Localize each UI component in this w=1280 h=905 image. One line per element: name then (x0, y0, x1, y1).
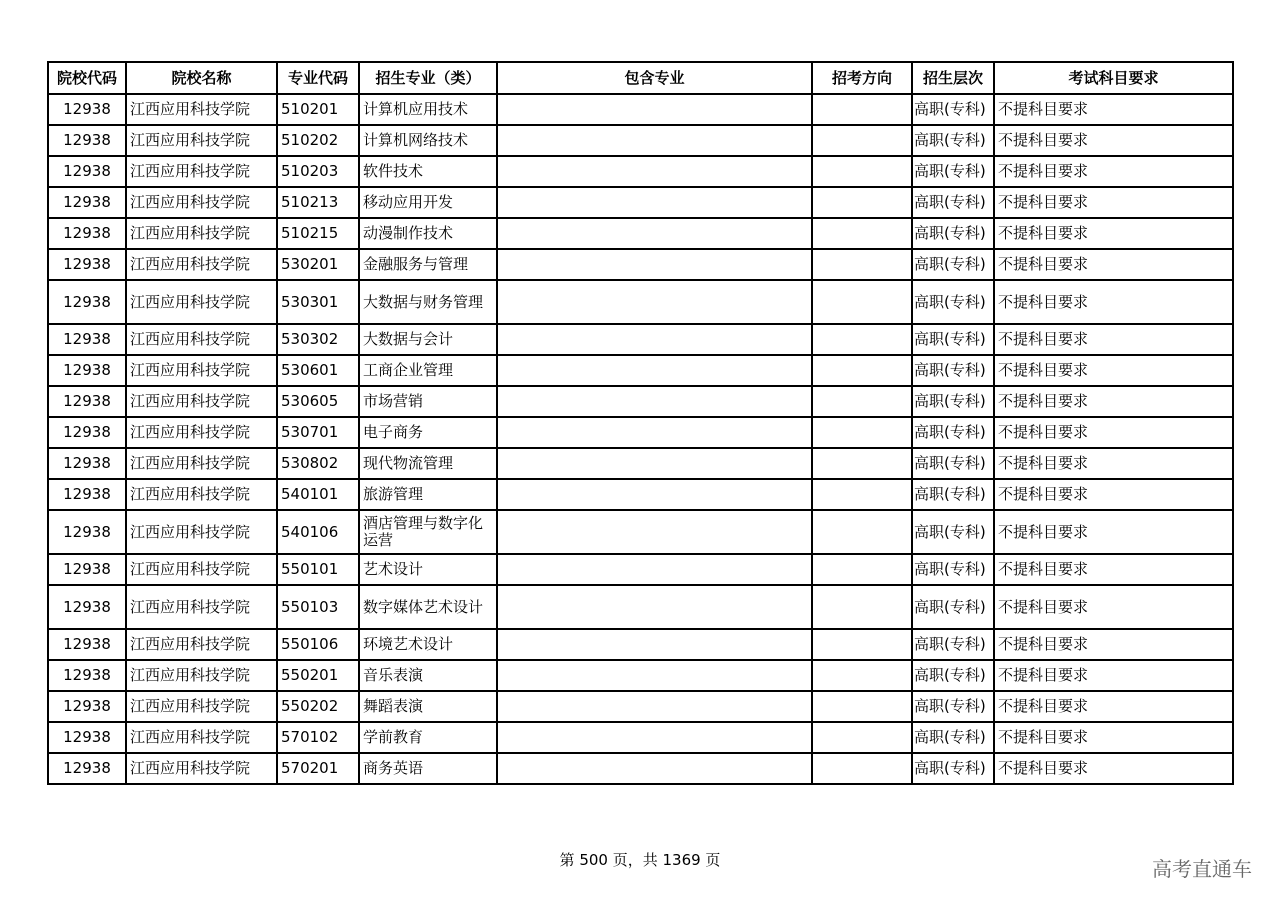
cell-direction (812, 691, 912, 722)
table-row (48, 125, 1233, 156)
cell-school-name: 江西应用科技学院 (126, 324, 277, 355)
table-row (48, 585, 1233, 629)
cell-major-name: 工商企业管理 (359, 355, 497, 386)
cell-included-majors (497, 355, 812, 386)
cell-direction (812, 554, 912, 585)
cell-subject-requirement: 不提科目要求 (994, 479, 1233, 510)
cell-direction (812, 280, 912, 324)
cell-included-majors (497, 280, 812, 324)
cell-included-majors (497, 218, 812, 249)
cell-included-majors (497, 585, 812, 629)
cell-major-name: 商务英语 (359, 753, 497, 784)
cell-direction (812, 753, 912, 784)
table-row (48, 324, 1233, 355)
cell-subject-requirement: 不提科目要求 (994, 156, 1233, 187)
cell-level: 高职(专科) (912, 187, 994, 218)
cell-level: 高职(专科) (912, 691, 994, 722)
table-row (48, 448, 1233, 479)
table-row (48, 355, 1233, 386)
cell-school-name: 江西应用科技学院 (126, 554, 277, 585)
cell-major-code: 530601 (277, 355, 359, 386)
cell-school-code: 12938 (48, 448, 126, 479)
cell-major-code: 530201 (277, 249, 359, 280)
cell-school-name: 江西应用科技学院 (126, 722, 277, 753)
watermark-logo-text: 高考直通车 (1152, 857, 1252, 881)
cell-direction (812, 156, 912, 187)
cell-level: 高职(专科) (912, 386, 994, 417)
table-row (48, 479, 1233, 510)
table-row (48, 249, 1233, 280)
cell-major-code: 510201 (277, 94, 359, 125)
cell-direction (812, 479, 912, 510)
cell-school-code: 12938 (48, 125, 126, 156)
cell-direction (812, 722, 912, 753)
table-row (48, 554, 1233, 585)
cell-school-name: 江西应用科技学院 (126, 629, 277, 660)
cell-school-name: 江西应用科技学院 (126, 585, 277, 629)
cell-major-code: 540106 (277, 510, 359, 554)
cell-direction (812, 249, 912, 280)
table-row (48, 629, 1233, 660)
table-row (48, 510, 1233, 554)
cell-included-majors (497, 660, 812, 691)
cell-school-name: 江西应用科技学院 (126, 218, 277, 249)
cell-subject-requirement: 不提科目要求 (994, 691, 1233, 722)
cell-school-name: 江西应用科技学院 (126, 280, 277, 324)
cell-school-name: 江西应用科技学院 (126, 753, 277, 784)
header-level: 招生层次 (912, 62, 994, 94)
cell-major-name: 电子商务 (359, 417, 497, 448)
cell-direction (812, 510, 912, 554)
cell-school-code: 12938 (48, 722, 126, 753)
cell-school-name: 江西应用科技学院 (126, 355, 277, 386)
cell-school-code: 12938 (48, 585, 126, 629)
cell-school-name: 江西应用科技学院 (126, 94, 277, 125)
cell-school-name: 江西应用科技学院 (126, 660, 277, 691)
cell-included-majors (497, 753, 812, 784)
cell-major-code: 570201 (277, 753, 359, 784)
cell-school-code: 12938 (48, 187, 126, 218)
cell-direction (812, 218, 912, 249)
cell-subject-requirement: 不提科目要求 (994, 660, 1233, 691)
cell-subject-requirement: 不提科目要求 (994, 585, 1233, 629)
cell-major-name: 旅游管理 (359, 479, 497, 510)
table-row (48, 280, 1233, 324)
cell-subject-requirement: 不提科目要求 (994, 218, 1233, 249)
cell-subject-requirement: 不提科目要求 (994, 187, 1233, 218)
cell-subject-requirement: 不提科目要求 (994, 554, 1233, 585)
cell-subject-requirement: 不提科目要求 (994, 355, 1233, 386)
cell-major-name: 酒店管理与数字化运营 (359, 510, 497, 554)
cell-school-code: 12938 (48, 156, 126, 187)
admissions-table (47, 61, 1234, 785)
cell-school-code: 12938 (48, 249, 126, 280)
cell-major-name: 计算机应用技术 (359, 94, 497, 125)
cell-included-majors (497, 187, 812, 218)
cell-level: 高职(专科) (912, 510, 994, 554)
cell-school-code: 12938 (48, 753, 126, 784)
cell-school-code: 12938 (48, 479, 126, 510)
cell-level: 高职(专科) (912, 448, 994, 479)
cell-major-name: 艺术设计 (359, 554, 497, 585)
cell-school-code: 12938 (48, 386, 126, 417)
cell-level: 高职(专科) (912, 324, 994, 355)
cell-level: 高职(专科) (912, 479, 994, 510)
cell-major-code: 570102 (277, 722, 359, 753)
cell-level: 高职(专科) (912, 218, 994, 249)
cell-included-majors (497, 94, 812, 125)
cell-level: 高职(专科) (912, 94, 994, 125)
cell-direction (812, 94, 912, 125)
cell-level: 高职(专科) (912, 660, 994, 691)
cell-included-majors (497, 479, 812, 510)
cell-school-name: 江西应用科技学院 (126, 386, 277, 417)
table-row (48, 691, 1233, 722)
cell-school-code: 12938 (48, 510, 126, 554)
cell-school-code: 12938 (48, 324, 126, 355)
table-row (48, 753, 1233, 784)
cell-school-code: 12938 (48, 218, 126, 249)
cell-major-name: 音乐表演 (359, 660, 497, 691)
cell-major-code: 550202 (277, 691, 359, 722)
cell-major-name: 动漫制作技术 (359, 218, 497, 249)
cell-level: 高职(专科) (912, 753, 994, 784)
cell-subject-requirement: 不提科目要求 (994, 125, 1233, 156)
cell-subject-requirement: 不提科目要求 (994, 753, 1233, 784)
table-row (48, 156, 1233, 187)
cell-included-majors (497, 448, 812, 479)
cell-level: 高职(专科) (912, 280, 994, 324)
cell-major-name: 舞蹈表演 (359, 691, 497, 722)
cell-major-name: 大数据与财务管理 (359, 280, 497, 324)
cell-major-name: 金融服务与管理 (359, 249, 497, 280)
cell-major-name: 大数据与会计 (359, 324, 497, 355)
cell-direction (812, 125, 912, 156)
cell-level: 高职(专科) (912, 585, 994, 629)
cell-school-name: 江西应用科技学院 (126, 417, 277, 448)
cell-school-code: 12938 (48, 417, 126, 448)
cell-major-code: 550103 (277, 585, 359, 629)
cell-included-majors (497, 125, 812, 156)
page-number: 第 500 页，共 1369 页 (559, 851, 721, 869)
cell-major-name: 现代物流管理 (359, 448, 497, 479)
cell-direction (812, 355, 912, 386)
cell-subject-requirement: 不提科目要求 (994, 249, 1233, 280)
cell-school-code: 12938 (48, 629, 126, 660)
cell-major-code: 530701 (277, 417, 359, 448)
table-row (48, 722, 1233, 753)
cell-subject-requirement: 不提科目要求 (994, 324, 1233, 355)
table-row (48, 218, 1233, 249)
header-row (48, 62, 1233, 94)
cell-major-code: 540101 (277, 479, 359, 510)
cell-direction (812, 585, 912, 629)
cell-school-name: 江西应用科技学院 (126, 156, 277, 187)
header-school-name: 院校名称 (126, 62, 277, 94)
cell-major-code: 510203 (277, 156, 359, 187)
cell-school-name: 江西应用科技学院 (126, 187, 277, 218)
cell-subject-requirement: 不提科目要求 (994, 386, 1233, 417)
cell-school-name: 江西应用科技学院 (126, 249, 277, 280)
cell-school-name: 江西应用科技学院 (126, 510, 277, 554)
header-subject-requirement: 考试科目要求 (994, 62, 1233, 94)
cell-direction (812, 448, 912, 479)
cell-school-code: 12938 (48, 280, 126, 324)
cell-subject-requirement: 不提科目要求 (994, 94, 1233, 125)
cell-subject-requirement: 不提科目要求 (994, 448, 1233, 479)
cell-school-code: 12938 (48, 691, 126, 722)
cell-level: 高职(专科) (912, 629, 994, 660)
header-major-name: 招生专业（类） (359, 62, 497, 94)
cell-included-majors (497, 722, 812, 753)
cell-major-code: 530605 (277, 386, 359, 417)
cell-direction (812, 386, 912, 417)
cell-major-name: 数字媒体艺术设计 (359, 585, 497, 629)
cell-included-majors (497, 324, 812, 355)
cell-included-majors (497, 691, 812, 722)
cell-school-name: 江西应用科技学院 (126, 448, 277, 479)
cell-level: 高职(专科) (912, 125, 994, 156)
cell-school-name: 江西应用科技学院 (126, 479, 277, 510)
cell-direction (812, 417, 912, 448)
cell-major-name: 学前教育 (359, 722, 497, 753)
cell-major-name: 计算机网络技术 (359, 125, 497, 156)
cell-included-majors (497, 554, 812, 585)
cell-included-majors (497, 156, 812, 187)
table-row (48, 417, 1233, 448)
cell-subject-requirement: 不提科目要求 (994, 629, 1233, 660)
table-row (48, 660, 1233, 691)
cell-level: 高职(专科) (912, 417, 994, 448)
cell-direction (812, 324, 912, 355)
cell-major-code: 530301 (277, 280, 359, 324)
cell-level: 高职(专科) (912, 722, 994, 753)
cell-major-name: 移动应用开发 (359, 187, 497, 218)
cell-school-code: 12938 (48, 554, 126, 585)
cell-included-majors (497, 249, 812, 280)
cell-included-majors (497, 386, 812, 417)
cell-major-code: 550106 (277, 629, 359, 660)
cell-major-name: 软件技术 (359, 156, 497, 187)
cell-major-code: 510202 (277, 125, 359, 156)
cell-direction (812, 629, 912, 660)
cell-subject-requirement: 不提科目要求 (994, 722, 1233, 753)
table-row (48, 187, 1233, 218)
cell-major-code: 510213 (277, 187, 359, 218)
cell-major-name: 环境艺术设计 (359, 629, 497, 660)
cell-level: 高职(专科) (912, 249, 994, 280)
header-direction: 招考方向 (812, 62, 912, 94)
cell-major-code: 550101 (277, 554, 359, 585)
cell-direction (812, 660, 912, 691)
table-row (48, 386, 1233, 417)
cell-major-code: 550201 (277, 660, 359, 691)
cell-level: 高职(专科) (912, 554, 994, 585)
cell-level: 高职(专科) (912, 156, 994, 187)
cell-level: 高职(专科) (912, 355, 994, 386)
cell-school-name: 江西应用科技学院 (126, 691, 277, 722)
cell-included-majors (497, 510, 812, 554)
cell-major-code: 530802 (277, 448, 359, 479)
header-major-code: 专业代码 (277, 62, 359, 94)
header-included-majors: 包含专业 (497, 62, 812, 94)
cell-school-code: 12938 (48, 94, 126, 125)
cell-included-majors (497, 629, 812, 660)
cell-school-code: 12938 (48, 355, 126, 386)
cell-major-code: 510215 (277, 218, 359, 249)
cell-major-name: 市场营销 (359, 386, 497, 417)
cell-included-majors (497, 417, 812, 448)
cell-direction (812, 187, 912, 218)
cell-school-code: 12938 (48, 660, 126, 691)
cell-subject-requirement: 不提科目要求 (994, 280, 1233, 324)
cell-school-name: 江西应用科技学院 (126, 125, 277, 156)
cell-major-code: 530302 (277, 324, 359, 355)
cell-subject-requirement: 不提科目要求 (994, 510, 1233, 554)
table-row (48, 94, 1233, 125)
cell-subject-requirement: 不提科目要求 (994, 417, 1233, 448)
header-school-code: 院校代码 (48, 62, 126, 94)
